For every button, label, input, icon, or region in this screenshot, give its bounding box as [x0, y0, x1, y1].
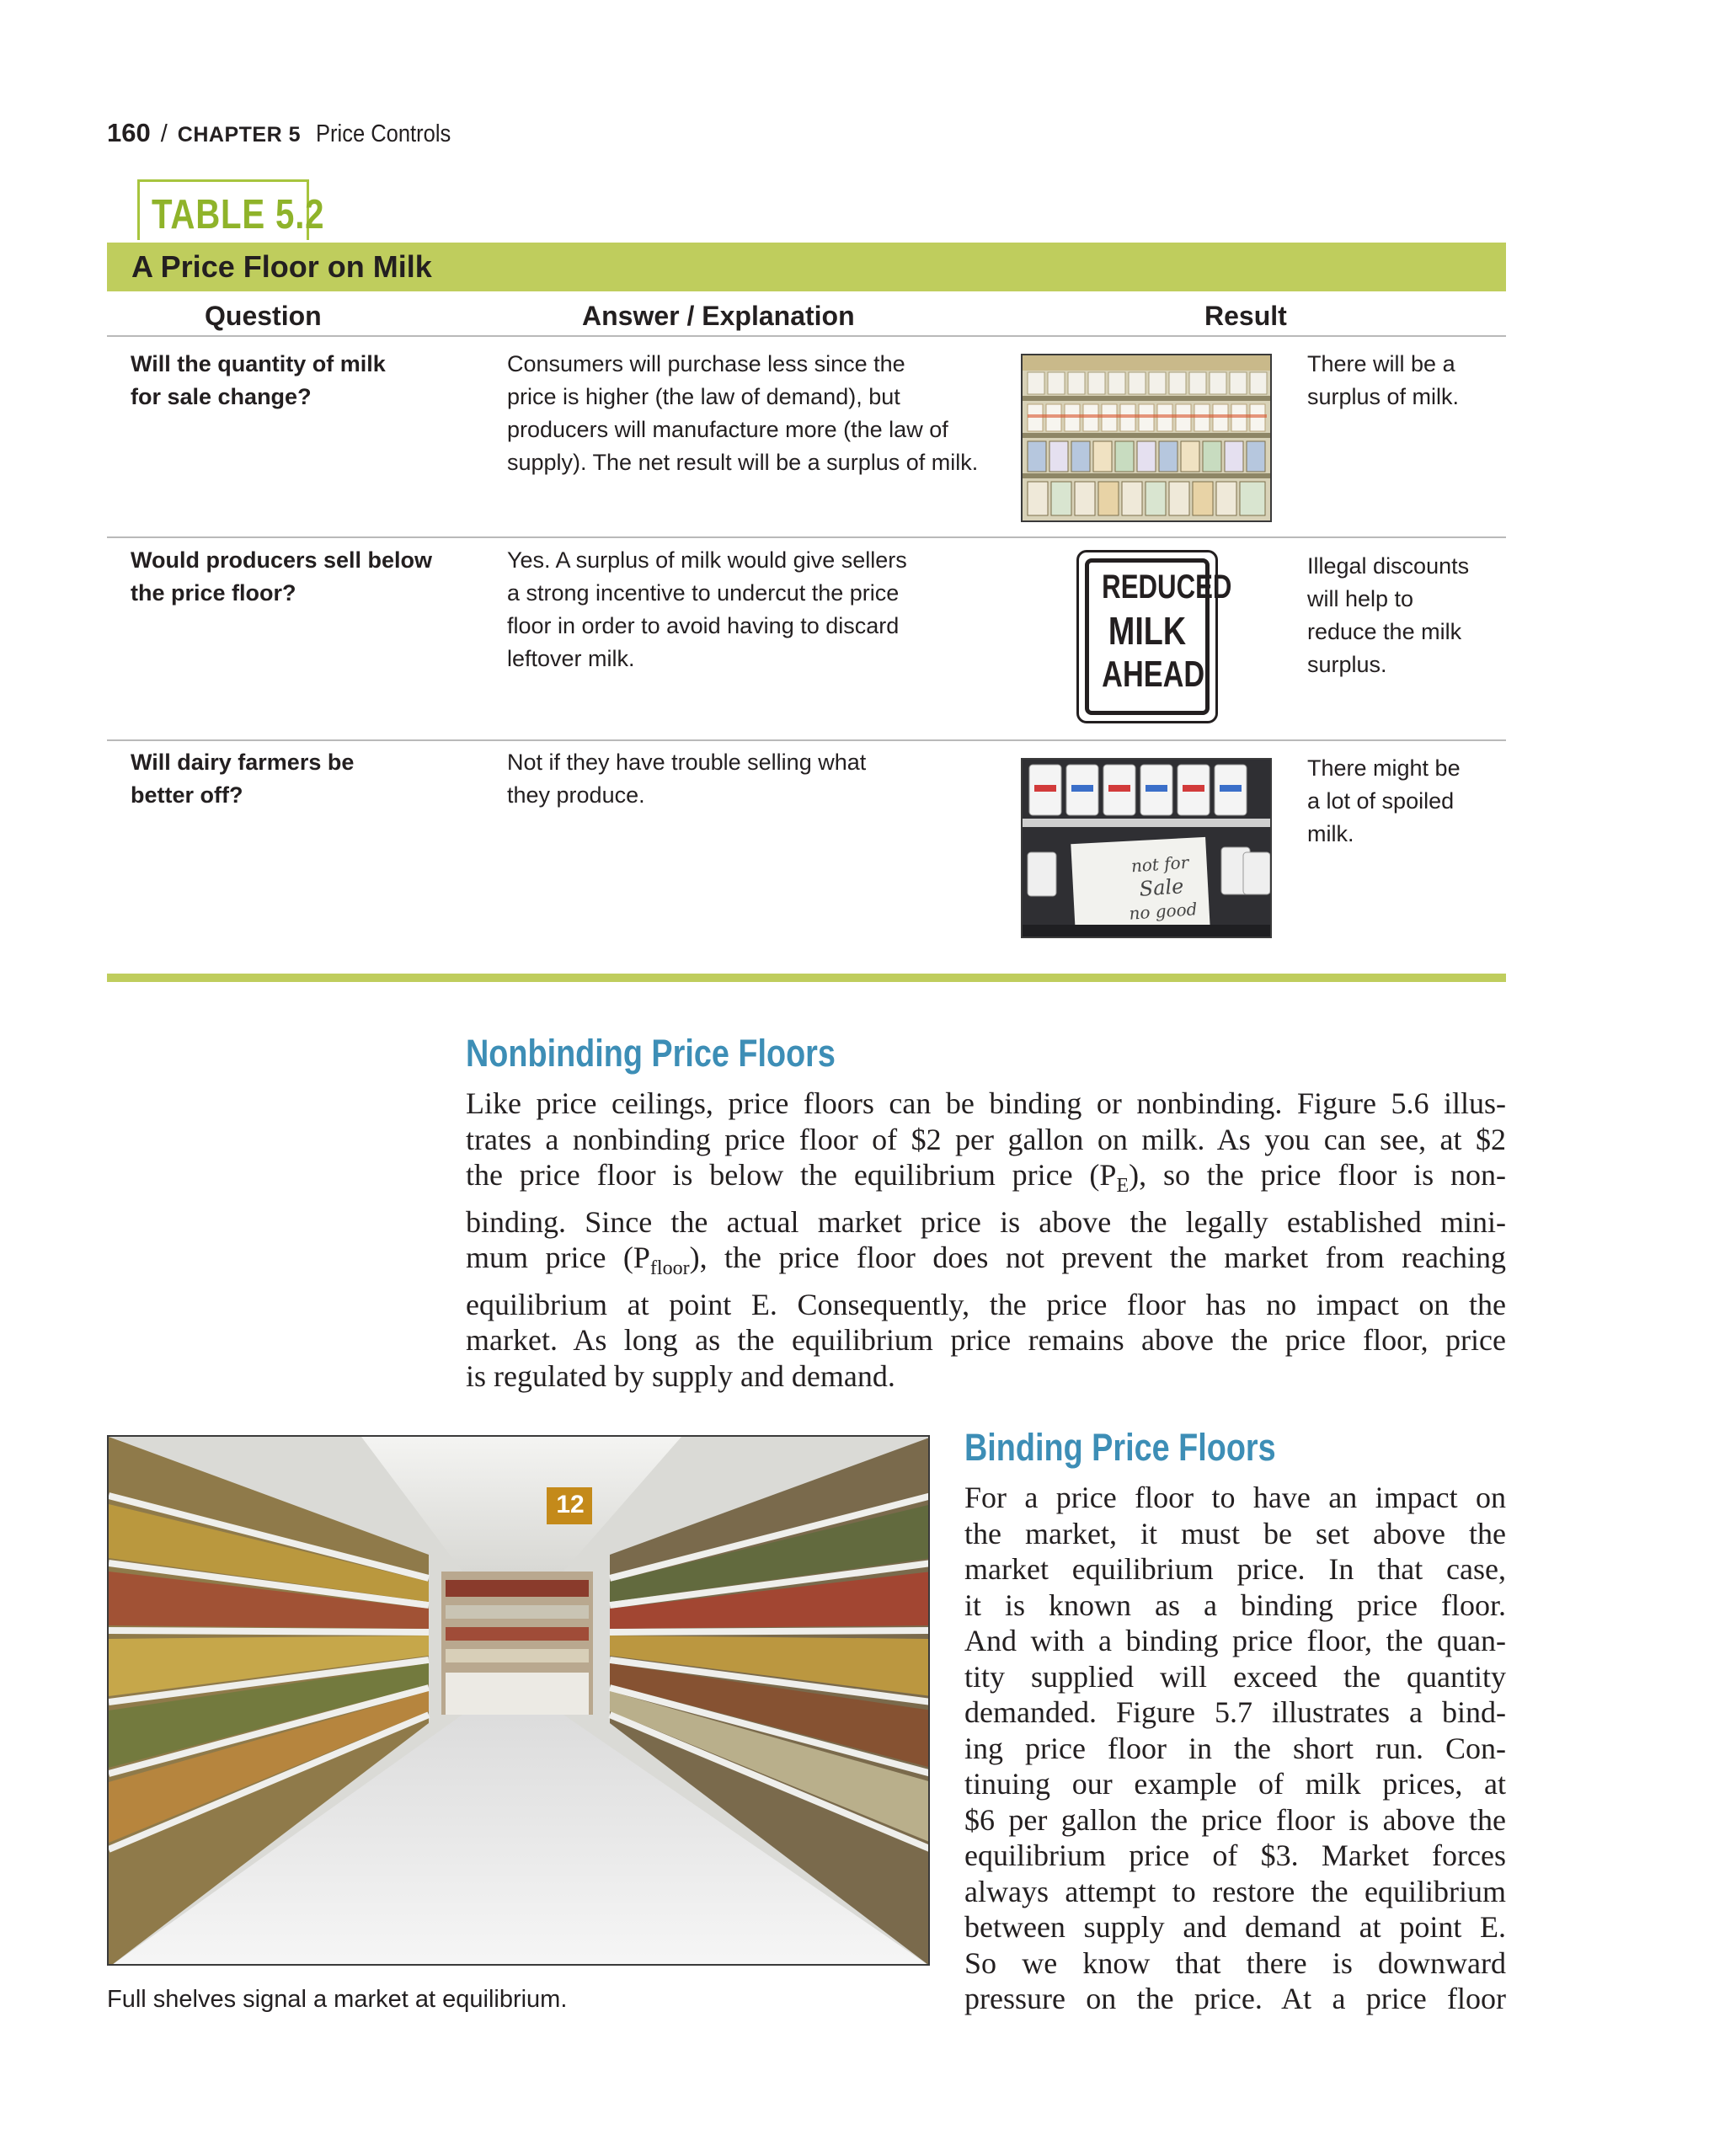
row2-result — [1307, 550, 1509, 681]
table-title-bar — [107, 243, 1506, 291]
text-line: ing price floor in the short run. Con- — [964, 1731, 1506, 1765]
sign-line: REDUCED — [1102, 568, 1232, 606]
result-line: a lot of spoiled — [1307, 788, 1455, 814]
text-line: market equilibrium price. In that case, — [964, 1552, 1506, 1586]
text-line — [466, 1240, 1506, 1287]
row-rule — [107, 536, 1506, 538]
text-line: For a price floor to have an impact on — [964, 1481, 1506, 1514]
nonbinding-paragraph — [466, 1086, 1506, 1394]
question-line: the price floor? — [131, 580, 296, 606]
header-rule — [107, 335, 1506, 337]
result-line: There might be — [1307, 755, 1461, 781]
question-line: for sale change? — [131, 384, 312, 409]
aisle-illustration — [109, 1437, 930, 1966]
text-span: the price floor is below the equilibrium price (P — [466, 1158, 1117, 1192]
binding-paragraph — [964, 1480, 1506, 2017]
text-line: And with a binding price floor, the quan- — [964, 1624, 1506, 1657]
header-separator: / — [160, 120, 168, 147]
text-line: it is known as a binding price floor. — [964, 1588, 1506, 1622]
heading-nonbinding: Nonbinding Price Floors — [466, 1032, 836, 1075]
text-line: between supply and demand at point E. — [964, 1910, 1506, 1944]
text-line — [466, 1157, 1506, 1204]
answer-line: they produce. — [507, 782, 645, 808]
text-line: tity supplied will exceed the quantity — [964, 1659, 1506, 1694]
figure-caption: Full shelves signal a market at equilibrium. — [107, 1986, 568, 2013]
row-rule — [107, 739, 1506, 741]
note-line: not for — [1130, 851, 1189, 877]
table-label-tab — [137, 179, 325, 240]
text-line: equilibrium price of $3. Market forces — [964, 1838, 1506, 1872]
handwritten-note — [1108, 849, 1215, 926]
text-span: ), the price floor does not prevent the market from reaching — [689, 1241, 1506, 1275]
result-line: surplus. — [1307, 652, 1387, 677]
text-line: equilibrium at point E. Consequently, the price floor has no impact on the — [466, 1287, 1506, 1321]
chapter-label: CHAPTER 5 — [177, 123, 301, 147]
result-line: surplus of milk. — [1307, 384, 1460, 409]
text-line: binding. Since the actual market price is above the legally established mini- — [466, 1204, 1506, 1239]
answer-line: supply). The net result will be a surplus of milk. — [507, 450, 979, 475]
table-title: A Price Floor on Milk — [131, 249, 432, 284]
running-head — [107, 118, 469, 148]
column-header-question: Question — [205, 301, 322, 331]
milk-shelf-illustration — [1023, 355, 1272, 522]
subscript: E — [1116, 1175, 1130, 1198]
row1-result — [1307, 348, 1509, 414]
answer-line: leftover milk. — [507, 646, 635, 671]
chapter-title: Price Controls — [315, 120, 451, 147]
row3-answer — [507, 746, 1012, 812]
column-header-answer: Answer / Explanation — [582, 301, 855, 331]
row3-result — [1307, 752, 1509, 851]
result-line: There will be a — [1307, 351, 1455, 376]
column-header-result: Result — [1204, 301, 1287, 331]
row3-question — [131, 746, 467, 812]
question-line: Will dairy farmers be — [131, 750, 355, 775]
answer-line: Not if they have trouble selling what — [507, 750, 867, 775]
text-line: tinuing our example of milk prices, at — [964, 1767, 1506, 1801]
page-number: 160 — [107, 118, 151, 147]
question-line: Would producers sell below — [131, 547, 433, 573]
text-span: ), so the price floor is non- — [1129, 1158, 1507, 1192]
note-line: Sale — [1138, 874, 1185, 901]
text-line: demanded. Figure 5.7 illustrates a bind- — [964, 1695, 1506, 1729]
supermarket-aisle-photo — [107, 1435, 930, 1966]
row1-answer — [507, 348, 1012, 479]
text-line: market. As long as the equilibrium price remains above the price floor, price — [466, 1323, 1506, 1358]
milk-shelf-photo — [1021, 354, 1272, 522]
row2-answer — [507, 544, 1012, 675]
sign-line: AHEAD — [1102, 654, 1205, 695]
road-sign — [1076, 550, 1232, 723]
result-line: reduce the milk — [1307, 619, 1462, 644]
answer-line: price is higher (the law of demand), but — [507, 384, 900, 409]
heading-binding: Binding Price Floors — [964, 1426, 1276, 1469]
row2-question — [131, 544, 467, 610]
answer-line: Yes. A surplus of milk would give sellers — [507, 547, 907, 573]
text-line: always attempt to restore the equilibrium — [964, 1874, 1506, 1908]
table-bottom-rule — [107, 974, 1506, 982]
spoiled-milk-photo — [1021, 758, 1272, 938]
road-sign-inner — [1085, 558, 1232, 715]
text-line: the market, it must be set above the — [964, 1516, 1506, 1550]
answer-line: Consumers will purchase less since the — [507, 351, 905, 376]
aisle-sign-number: 12 — [556, 1491, 585, 1518]
text-line: $6 per gallon the price floor is above the — [964, 1802, 1506, 1837]
text-line: So we know that there is downward — [964, 1945, 1506, 1980]
note-line: no good — [1128, 899, 1199, 924]
answer-line: producers will manufacture more (the law of — [507, 417, 948, 442]
text-line: pressure on the price. At a price floor — [964, 1982, 1506, 2015]
answer-line: a strong incentive to undercut the price — [507, 580, 900, 606]
sign-line: MILK — [1108, 609, 1187, 653]
text-line: trates a nonbinding price floor of $2 per gallon on milk. As you can see, at $2 — [466, 1122, 1506, 1156]
question-line: better off? — [131, 782, 243, 808]
result-line: Illegal discounts — [1307, 553, 1470, 579]
subscript: floor — [649, 1257, 690, 1280]
table-label: TABLE 5.2 — [152, 192, 325, 237]
row1-question — [131, 348, 467, 414]
text-span: mum price (P — [466, 1241, 650, 1275]
answer-line: floor in order to avoid having to discard — [507, 613, 900, 638]
result-line: milk. — [1307, 821, 1354, 846]
text-line: Like price ceilings, price floors can be binding or nonbinding. Figure 5.6 illus- — [466, 1086, 1506, 1120]
text-line: is regulated by supply and demand. — [466, 1358, 895, 1393]
question-line: Will the quantity of milk — [131, 351, 386, 376]
result-line: will help to — [1307, 586, 1414, 611]
